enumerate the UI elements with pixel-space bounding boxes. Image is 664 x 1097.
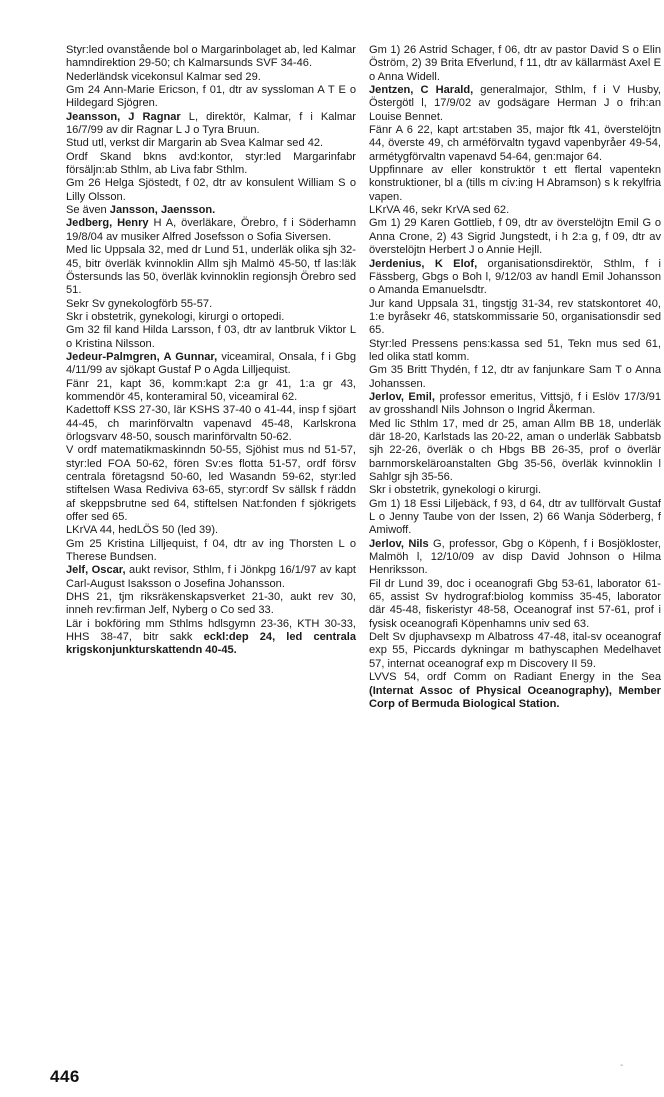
entry-text: Skr i obstetrik, gynekologi, kirurgi o ortopedi.	[66, 310, 285, 323]
entry-heading-paragraph	[66, 564, 356, 591]
entry-paragraph	[66, 524, 356, 537]
entry-text: LVVS 54, ordf Comm on Radiant Energy in the Sea	[369, 671, 661, 684]
entry-paragraph	[66, 44, 356, 71]
entry-text: LKrVA 44, hedLÖS 50 (led 39).	[66, 524, 219, 537]
entry-paragraph	[66, 84, 356, 111]
entry-text: Styr:led ovanstående bol o Margarinbolaget ab, led Kalmar hamndirektion 29-50; ch Kalmarsunds SVF 34-46.	[66, 44, 356, 70]
entry-paragraph	[369, 498, 661, 538]
entry-text: Gm 35 Britt Thydén, f 12, dtr av fanjunkare Sam T o Anna Johanssen.	[369, 364, 661, 390]
entry-text: Fänr 21, kapt 36, komm:kapt 2:a gr 41, 1:a gr 43, kommendör 45, konteramiral 50, viceamiral 62.	[66, 377, 356, 403]
entry-text: LKrVA 46, sekr KrVA sed 62.	[369, 204, 510, 217]
entry-paragraph	[369, 484, 661, 497]
entry-bold-tail: Jansson, Jaensson.	[109, 204, 216, 217]
entry-paragraph	[66, 324, 356, 351]
entry-paragraph	[66, 538, 356, 565]
entry-heading-paragraph	[369, 84, 661, 124]
entry-text: Se även	[66, 204, 110, 217]
entry-text: Gm 1) 18 Essi Liljebäck, f 93, d 64, dtr av tullförvalt Gustaf L o Jenny Taube von der Issen, 2) 66 Wanja Söderberg, f Amiwoff.	[369, 497, 661, 537]
entry-paragraph	[66, 444, 356, 524]
entry-name: Jerdenius, K Elof,	[369, 257, 478, 270]
entry-name: Jedberg, Henry	[66, 217, 149, 230]
entry-paragraph	[369, 578, 661, 631]
entry-name: Jedeur-Palmgren, A Gunnar,	[66, 350, 218, 363]
entry-text: Gm 1) 26 Astrid Schager, f 06, dtr av pastor David S o Elin Öström, 2) 39 Brita Efverlund, f 11, dtr av källarmäst Axel E o Anna Widell.	[369, 44, 661, 83]
entry-text: Stud utl, verkst dir Margarin ab Svea Kalmar sed 42.	[66, 137, 324, 150]
left-column	[66, 44, 356, 658]
entry-text: Med lic Uppsala 32, med dr Lund 51, underläk olika sjh 32-45, bitr överläk kvinnoklin Allm sjh Malmö 45-50, tf las:läk Östersunds las 50, överläk kvinnoklin regionsjh Örebro sed 51.	[66, 244, 356, 297]
entry-text: Ordf Skand bkns avd:kontor, styr:led Margarinfabr försäljn:ab Sthlm, ab Liva fabr Sthlm.	[66, 150, 356, 177]
entry-name: Jentzen, C Harald,	[369, 84, 474, 97]
page-number: 446	[50, 1067, 80, 1086]
entry-name: Jerlov, Emil,	[369, 390, 435, 403]
right-column	[369, 44, 661, 711]
entry-paragraph	[66, 137, 356, 150]
entry-text: Uppfinnare av eller konstruktör t ett flertal vapentekn konstruktioner, bl a (tills m civ:ing H Abramson) s k rekylfria vapen.	[369, 164, 661, 203]
entry-text: Gm 24 Ann-Marie Ericson, f 01, dtr av syssloman A T E o Hildegard Sjögren.	[66, 84, 356, 110]
entry-text: Jur kand Uppsala 31, tingstjg 31-34, rev statskontoret 40, 1:e byråsekr 46, statskommissarie 50, organisationsdir sed 65.	[369, 297, 661, 337]
entry-text: aukt revisor, Sthlm, f i Jönkpg 16/1/97 av kapt Carl-August Isaksson o Josefina Johansson.	[66, 564, 356, 590]
entry-text: Gm 32 fil kand Hilda Larsson, f 03, dtr av lantbruk Viktor L o Kristina Nilsson.	[66, 324, 356, 350]
entry-paragraph	[369, 418, 661, 485]
entry-text: Skr i obstetrik, gynekologi o kirurgi.	[369, 484, 542, 497]
entry-paragraph	[369, 44, 661, 84]
entry-text: generalmajor, Sthlm, f i V Husby, Östergötl l, 17/9/02 av godsägare Herman J o frih:an Louise Bennet.	[369, 84, 661, 123]
entry-paragraph	[369, 338, 661, 365]
entry-text: Gm 1) 29 Karen Gottlieb, f 09, dtr av överstelöjtn Emil G o Anna Crone, 2) 43 Sigrid Jungstedt, i h 2:a g, f 09, dtr av överstelöjtn Herbert J o Annie Hejll.	[369, 217, 661, 257]
entry-heading-paragraph	[66, 111, 356, 138]
entry-paragraph	[369, 298, 661, 338]
entry-text: Kadettoff KSS 27-30, lär KSHS 37-40 o 41-44, insp f sjöart 44-45, ch marinförvaltn vapenavd 45-48, Karlskrona örlogsvarv 48-50, sousch marinförvaltn 50-62.	[66, 404, 356, 443]
entry-paragraph	[369, 631, 661, 671]
entry-paragraph	[66, 378, 356, 405]
entry-paragraph	[369, 124, 661, 164]
entry-text: Lär i bokföring mm Sthlms hdlsgymn 23-36, KTH 30-33, HHS 38-47, bitr sakk	[66, 617, 356, 644]
entry-bold-tail: (Internat Assoc of Physical Oceanography), Member Corp of Bermuda Biological Station.	[369, 684, 661, 710]
entry-paragraph	[66, 177, 356, 204]
entry-paragraph	[369, 671, 661, 711]
entry-paragraph	[369, 217, 661, 257]
entry-paragraph	[66, 298, 356, 311]
entry-heading-paragraph	[66, 217, 356, 244]
entry-paragraph	[66, 591, 356, 618]
entry-text: Delt Sv djuphavsexp m Albatross 47-48, ital-sv oceanograf exp 55, Piccards dykningar m bathyscaphen Medelhavet 57, internat oceanograf exp m Discovery II 59.	[369, 631, 661, 670]
entry-text: Gm 25 Kristina Lilljequist, f 04, dtr av ing Thorsten L o Therese Bundsen.	[66, 537, 356, 564]
entry-paragraph	[369, 204, 661, 217]
entry-heading-paragraph	[66, 351, 356, 378]
trailing-mark: -	[620, 1060, 624, 1071]
entry-paragraph	[66, 204, 356, 217]
entry-name: Jeansson, J Ragnar	[66, 110, 181, 123]
entry-text: viceamiral, Onsala, f i Gbg 4/11/99 av sjökapt Gustaf P o Agda Lilljequist.	[66, 350, 356, 377]
entry-paragraph	[369, 364, 661, 391]
entry-text: Sekr Sv gynekologförb 55-57.	[66, 297, 213, 310]
entry-text: Nederländsk vicekonsul Kalmar sed 29.	[66, 70, 261, 83]
entry-paragraph	[66, 311, 356, 324]
entry-heading-paragraph	[369, 258, 661, 298]
entry-paragraph	[66, 404, 356, 444]
entry-paragraph	[66, 71, 356, 84]
entry-text: Med lic Sthlm 17, med dr 25, aman Allm BB 18, underläk där 18-20, Karlstads las 20-22, aman o underläk Sabbatsb sjh 22-26, överläk o ch Hbgs BB 26-35, prof o överlär barnmorskeläroanstalten Gbg 35-56, överläk kvinnoklin l Sahlgr sjh 35-56.	[369, 417, 661, 483]
entry-paragraph	[369, 164, 661, 204]
entry-text: DHS 21, tjm riksräkenskapsverket 21-30, aukt rev 30, inneh rev:firman Jelf, Nyberg o Co sed 33.	[66, 591, 356, 617]
entry-bold-tail: eckl:dep 24, led centrala krigskonjunkturskattendn 40-45.	[66, 631, 356, 657]
entry-name: Jerlov, Nils	[369, 537, 429, 550]
entry-heading-paragraph	[369, 538, 661, 578]
entry-paragraph	[66, 244, 356, 297]
entry-text: Fänr A 6 22, kapt art:staben 35, major ftk 41, överstelöjtn 44, överste 49, ch arméförvaltn tygavd vapenbyråer 49-54, armétygförvaltn vapenavd 54-64, gen:major 64.	[369, 124, 661, 163]
entry-paragraph	[66, 618, 356, 658]
entry-heading-paragraph	[369, 391, 661, 418]
entry-name: Jelf, Oscar,	[66, 564, 126, 577]
entry-text: Fil dr Lund 39, doc i oceanografi Gbg 53-61, laborator 61-65, assist Sv hydrograf:biolog kommiss 35-45, laborator där 45-48, fiskeristyr 48-58, Oceanograf inst 57-61, prof i fysisk oceanografi Köpenhamns univ sed 63.	[369, 577, 661, 630]
entry-text: L, direktör, Kalmar, f i Kalmar 16/7/99 av dir Ragnar L J o Tyra Bruun.	[66, 110, 356, 137]
entry-text: H A, överläkare, Örebro, f i Söderhamn 19/8/04 av musiker Alfred Josefsson o Sofia Siversen.	[66, 217, 356, 243]
entry-text: Styr:led Pressens pens:kassa sed 51, Tekn mus sed 61, led olika statl komm.	[369, 337, 661, 363]
entry-paragraph	[66, 151, 356, 178]
entry-text: V ordf matematikmaskinndn 50-55, Sjöhist mus nd 51-57, styr:led FOA 50-62, fören Sv:es flotta 51-57, ordf försv centrala företagsnd 50-60, led Wasandn 59-62, styr:led stiftelsen Wasa Rediviva 63-65, styr:ordf Sv sällsk f räddn af skeppsbrutne sed 64, stiftelsen Nat:fonden f sjökrigets offer sed 65.	[66, 444, 356, 524]
entry-text: G, professor, Gbg o Köpenh, f i Bosjökloster, Malmöh l, 12/10/09 av disp David Johnson o Hilma Henriksson.	[369, 537, 661, 577]
entry-text: Gm 26 Helga Sjöstedt, f 02, dtr av konsulent William S o Lilly Olsson.	[66, 177, 356, 203]
entry-text: organisationsdirektör, Sthlm, f i Fässberg, Gbgs o Boh l, 9/12/03 av handl Emil Johansson o Amanda Emanuelsdtr.	[369, 257, 662, 297]
entry-text: professor emeritus, Vittsjö, f i Eslöv 17/3/91 av grosshandl Nils Johnson o Ingrid Åkerman.	[369, 390, 661, 417]
